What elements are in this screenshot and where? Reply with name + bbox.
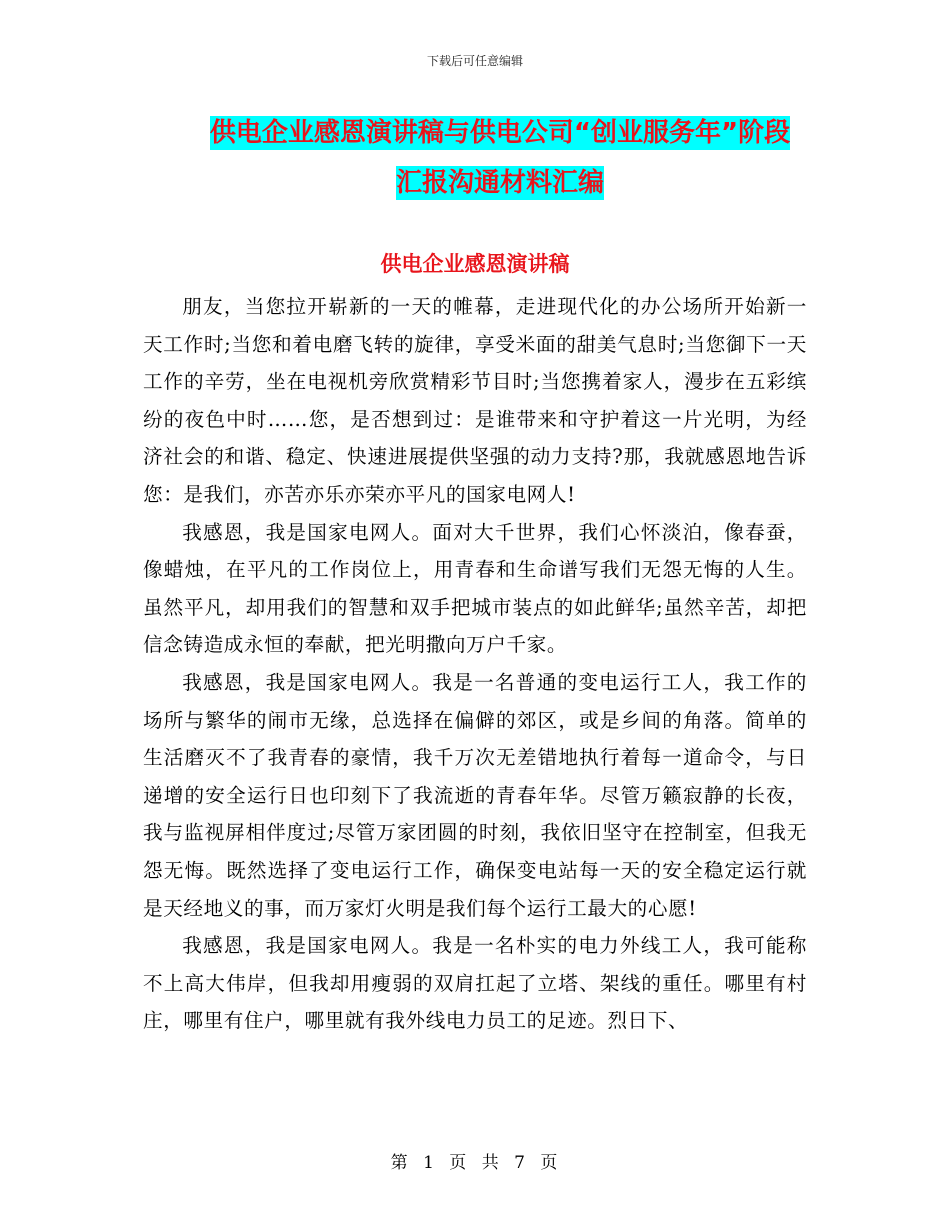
- page-number-footer: 第 1 页 共 7 页: [390, 1153, 560, 1173]
- paragraph: 朋友，当您拉开崭新的一天的帷幕，走进现代化的办公场所开始新一天工作时;当您和着电磨飞转的旋律，享受米面的甜美气息时;当您御下一天工作的辛劳，坐在电视机旁欣赏精彩节目时;当您携着家人，漫步在五彩缤纷的夜色中时……您，是否想到过：是谁带来和守护着这一片光明，为经济社会的和谐、稳定、快速进展提供坚强的动力支持?那，我就感恩地告诉您：是我们，亦苦亦乐亦荣亦平凡的国家电网人!: [143, 295, 807, 506]
- paragraph: 我感恩，我是国家电网人。我是一名普通的变电运行工人，我工作的场所与繁华的闹市无缘，总选择在偏僻的郊区，或是乡间的角落。简单的生活磨灭不了我青春的豪情，我千万次无差错地执行着每一道命令，与日递增的安全运行日也印刻下了我流逝的青春年华。尽管万籁寂静的长夜，我与监视屏相伴度过;尽管万家团圆的时刻，我依旧坚守在控制室，但我无怨无悔。既然选择了变电运行工作，确保变电站每一天的安全稳定运行就是天经地义的事，而万家灯火明是我们每个运行工最大的心愿!: [143, 670, 807, 920]
- document-title-line-2: 汇报沟通材料汇编: [395, 168, 604, 198]
- section-title: 供电企业感恩演讲稿: [380, 252, 570, 276]
- page-header-note: 下载后可任意编辑: [426, 54, 523, 68]
- paragraph: 我感恩，我是国家电网人。我是一名朴实的电力外线工人，我可能称不上高大伟岸，但我却用瘦弱的双肩扛起了立塔、架线的重任。哪里有村庄，哪里有住户，哪里就有我外线电力员工的足迹。烈日下、: [143, 934, 807, 1033]
- document-body: [143, 288, 807, 1040]
- document-title-line-1: 供电企业感恩演讲稿与供电公司“创业服务年”阶段: [209, 118, 791, 148]
- paragraph: 我感恩，我是国家电网人。面对大千世界，我们心怀淡泊，像春蚕，像蜡烛，在平凡的工作岗位上，用青春和生命谱写我们无怨无悔的人生。虽然平凡，却用我们的智慧和双手把城市装点的如此鲜华;虽然辛苦，却把信念铸造成永恒的奉献，把光明撒向万户千家。: [143, 520, 807, 657]
- document-title: [100, 108, 900, 208]
